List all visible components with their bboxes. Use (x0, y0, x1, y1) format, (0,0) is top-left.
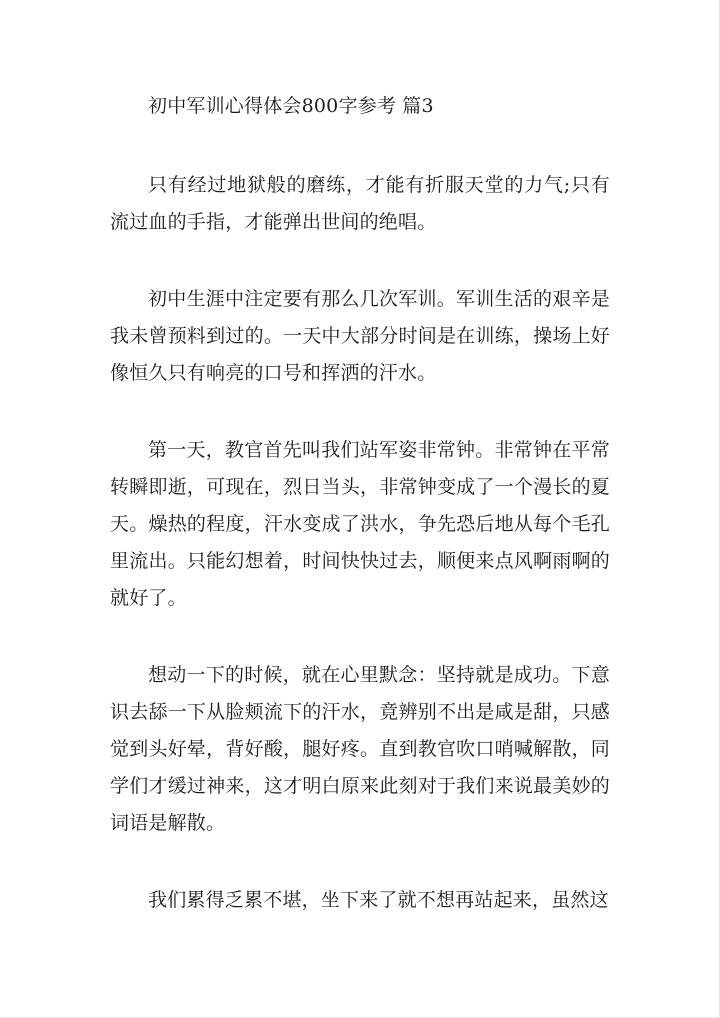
document-body (110, 88, 610, 959)
paragraph-2: 初中生涯中注定要有那么几次军训。军训生活的艰辛是我未曾预料到过的。一天中大部分时间是在训练，操场上好像恒久只有响亮的口号和挥洒的汗水。 (110, 288, 610, 384)
paragraph-4: 想动一下的时候，就在心里默念：坚持就是成功。下意识去舔一下从脸颊流下的汗水，竟辨别不出是咸是甜，只感觉到头好晕，背好酸，腿好疼。直到教官吹口哨喊解散，同学们才缓过神来，这才明白原来此刻对于我们来说最美妙的词语是解散。 (110, 664, 610, 834)
paragraph-5: 我们累得乏累不堪，坐下来了就不想再站起来，虽然这 (148, 889, 609, 911)
paragraph-1: 只有经过地狱般的磨练，才能有折服天堂的力气;只有流过血的手指，才能弹出世间的绝唱。 (110, 174, 610, 233)
paragraph-3: 第一天，教官首先叫我们站军姿非常钟。非常钟在平常转瞬即逝，可现在，烈日当头，非常钟变成了一个漫长的夏天。燥热的程度，汗水变成了洪水，争先恐后地从每个毛孔里流出。只能幻想着，时间快快过去，顺便来点风啊雨啊的就好了。 (110, 439, 610, 609)
document-title: 初中军训心得体会800字参考 篇3 (148, 95, 434, 117)
